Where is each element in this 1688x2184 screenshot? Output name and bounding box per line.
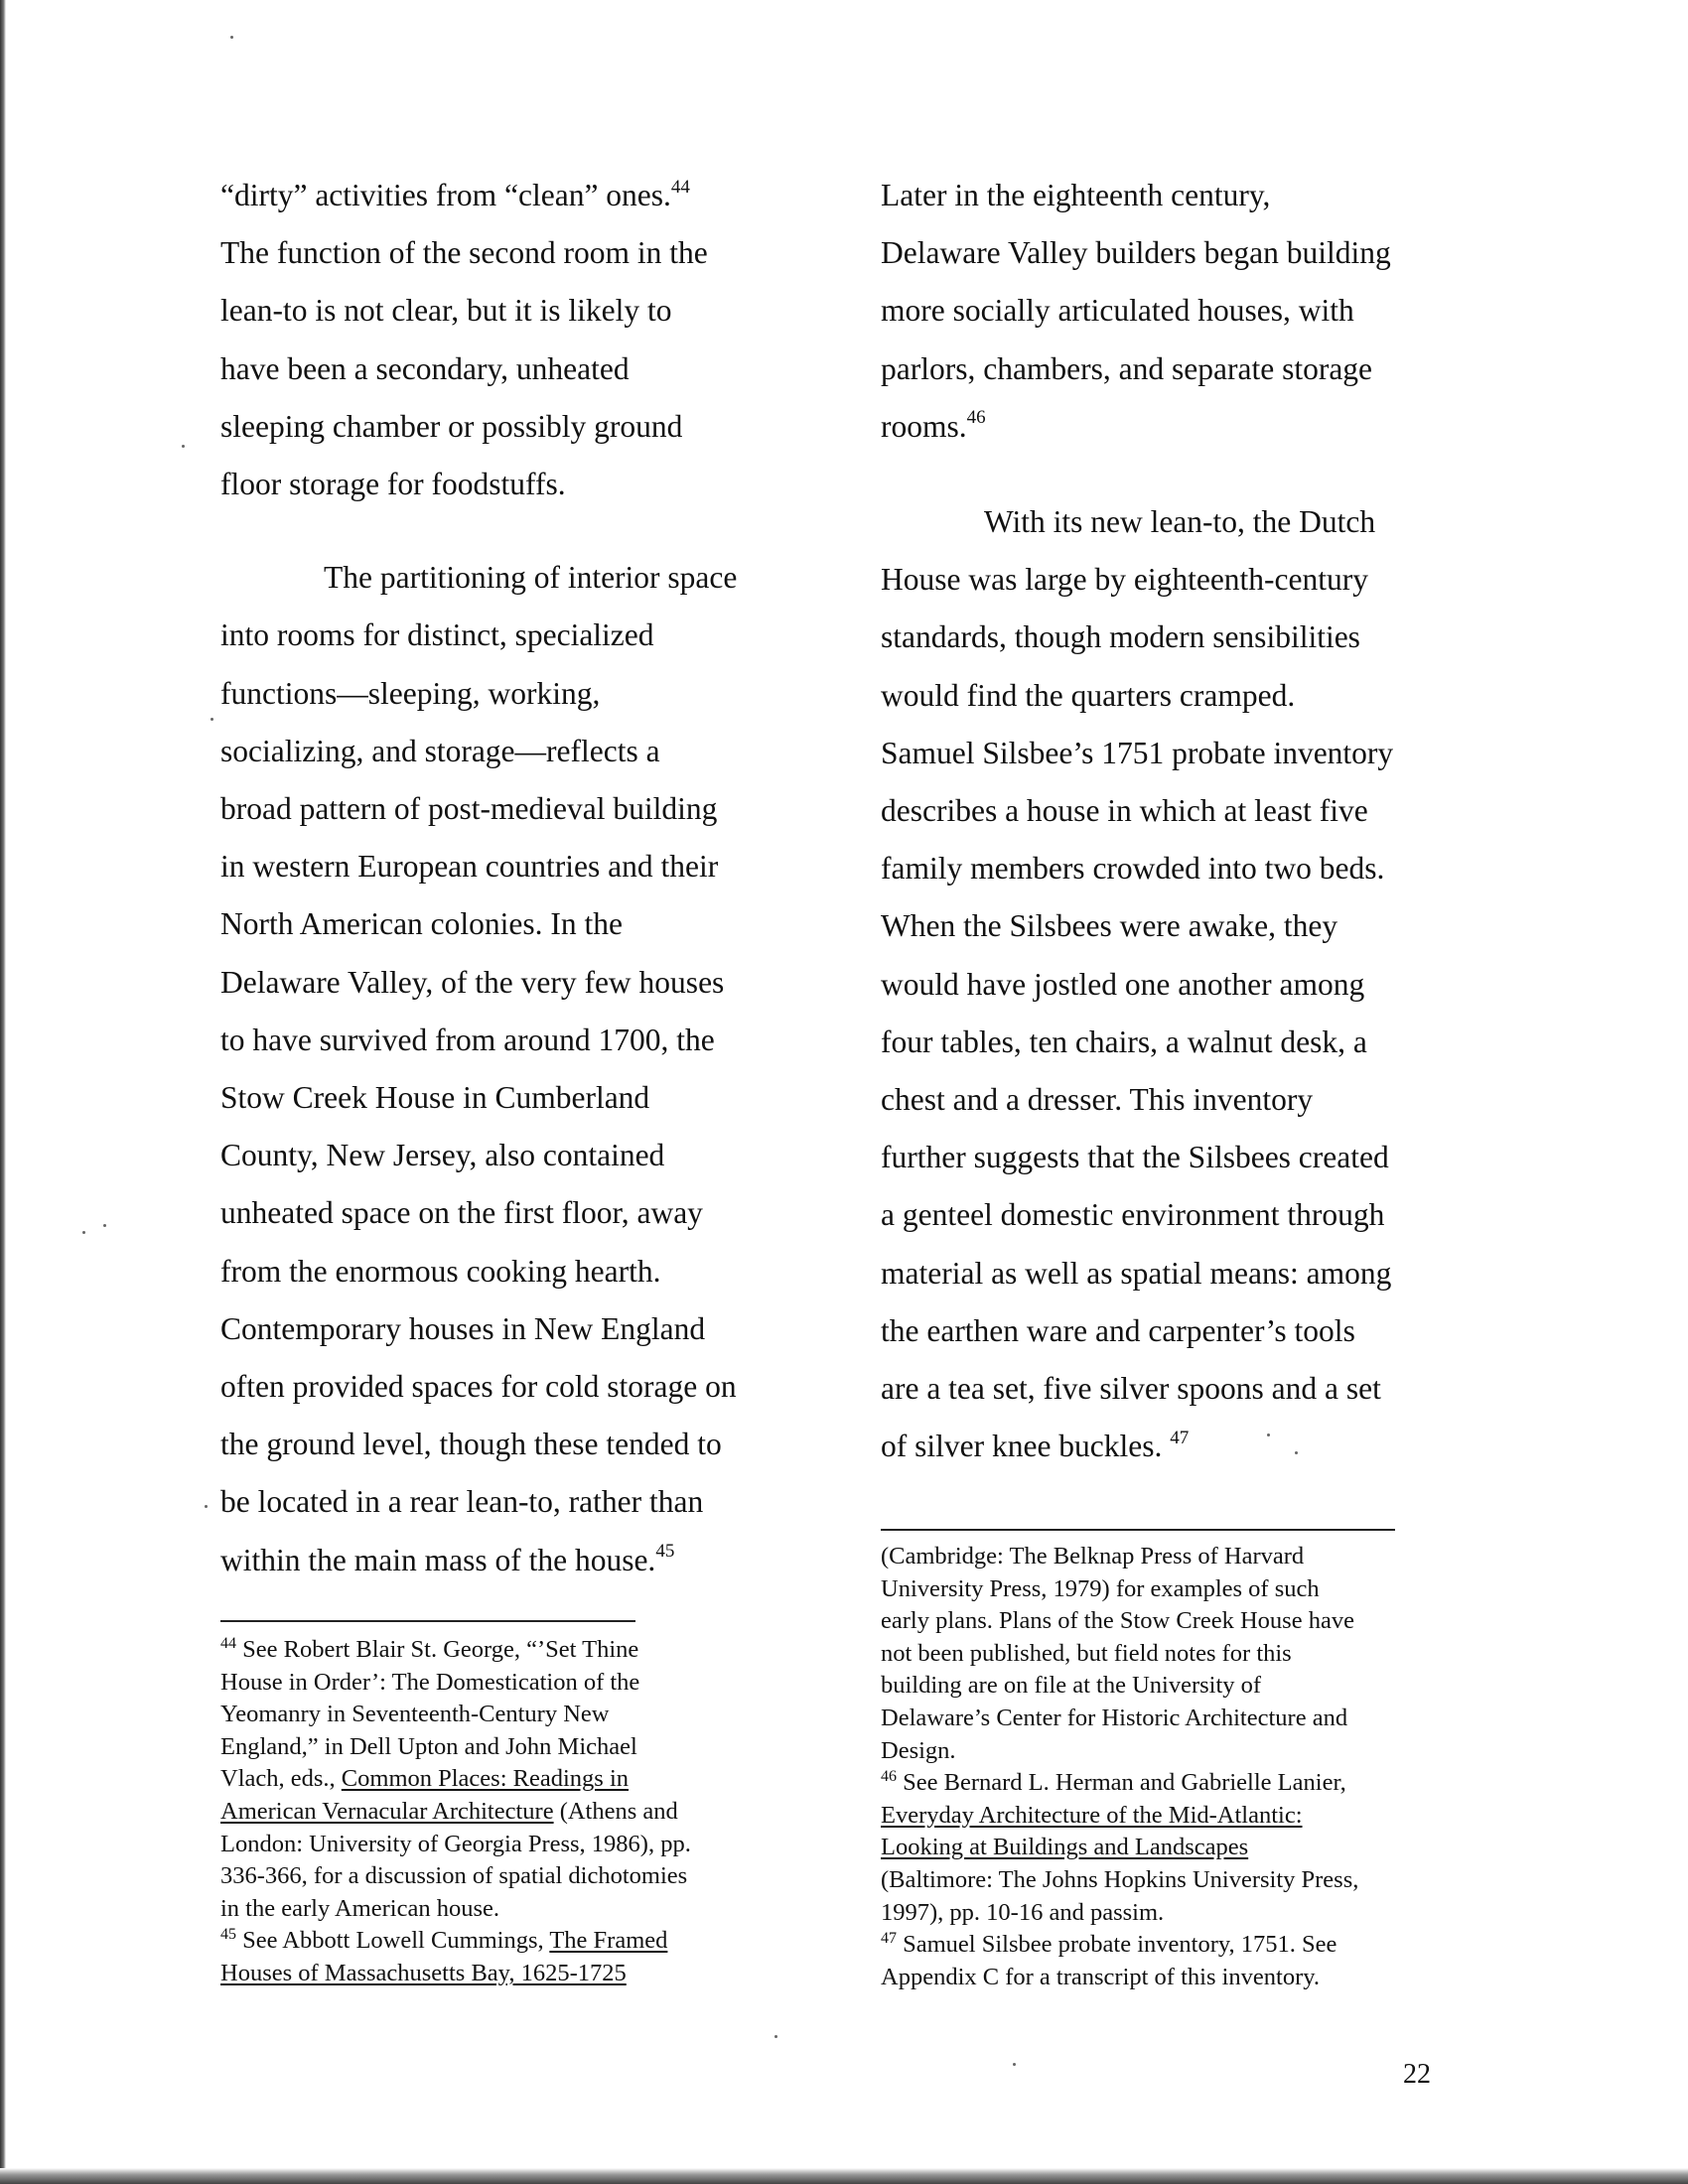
text-line: broad pattern of post-medieval building (220, 791, 718, 827)
text-line: When the Silsbees were awake, they (881, 908, 1338, 944)
text-line: The partitioning of interior space (324, 560, 738, 596)
text-line: rooms.$^{46}$ (881, 407, 986, 444)
text-line: from the enormous cooking hearth. (220, 1253, 661, 1289)
right-column (881, 167, 1447, 1475)
citation-title: Looking at Buildings and Landscapes (881, 1834, 1249, 1861)
footnote-separator (881, 1529, 1395, 1531)
footnote-number: 47 (881, 1929, 897, 1947)
text-line: to have survived from around 1700, the (220, 1022, 715, 1057)
text-line: With its new lean-to, the Dutch (984, 504, 1376, 540)
scan-speck (205, 1505, 208, 1508)
text-line: socializing, and storage—reflects a (220, 733, 660, 768)
text-line: often provided spaces for cold storage on (220, 1369, 737, 1405)
footnotes-right (881, 1529, 1447, 1993)
citation-title: Common Places: Readings in (341, 1765, 630, 1793)
scan-left-edge (0, 0, 6, 2184)
footnote-ref: 45 (655, 1541, 675, 1563)
text-line: would find the quarters cramped. (881, 677, 1296, 713)
text-line: material as well as spatial means: among (881, 1255, 1392, 1291)
scan-speck (182, 445, 185, 448)
footnote-ref: 47 (1170, 1427, 1190, 1448)
scan-speck (774, 2035, 777, 2038)
text-line: Samuel Silsbee’s 1751 probate inventory (881, 735, 1394, 770)
text-line: floor storage for foodstuffs. (220, 467, 566, 502)
text-line: the ground level, though these tended to (220, 1427, 722, 1462)
left-paragraph-2 (220, 549, 816, 1589)
text-line: would have jostled one another among (881, 966, 1365, 1002)
scan-bottom-edge (0, 2168, 1688, 2184)
footnote-number: 44 (220, 1634, 236, 1652)
left-paragraph-1 (220, 167, 816, 513)
footnote-ref: 46 (966, 407, 986, 429)
text-line: standards, though modern sensibilities (881, 619, 1360, 655)
text-line: more socially articulated houses, with (881, 293, 1354, 329)
text-line: be located in a rear lean-to, rather than (220, 1484, 704, 1520)
text-line: the earthen ware and carpenter’s tools (881, 1312, 1355, 1348)
citation-title: Houses of Massachusetts Bay, 1625-1725 (220, 1959, 627, 1986)
footnote-separator (220, 1620, 635, 1622)
footnotes-left (220, 1620, 776, 1990)
footnote-45-continued: (Cambridge: The Belknap Press of Harvard University Press, 1979) for examples of such early plans. Plans of the Stow Creek House have not been published, but field notes for this building are on file at the University of Delaware’s Center for Historic Architecture and Design. (881, 1543, 1354, 1764)
page-number: 22 (1403, 2059, 1431, 2090)
text-line: lean-to is not clear, but it is likely to (220, 293, 672, 329)
footnote-47: $^{47}$ Samuel Silsbee probate inventory, 1751. See Appendix C for a transcript of this inventory. (881, 1929, 1337, 1990)
text-line: Contemporary houses in New England (220, 1310, 706, 1346)
text-line: within the main mass of the house.$^{45}$ (220, 1541, 675, 1577)
citation-title: American Vernacular Architecture (220, 1797, 554, 1825)
footnote-46: $^{46}$ See Bernard L. Herman and Gabrielle Lanier, Everyday Architecture of the Mid-Atlantic: Looking at Buildings and Landscapes (Baltimore: The Johns Hopkins University Press, 1997), pp. 10-16 and passim. (881, 1767, 1447, 1929)
text-line: describes a house in which at least five (881, 793, 1368, 829)
text-line: further suggests that the Silsbees created (881, 1140, 1389, 1175)
footnote-number: 45 (220, 1926, 236, 1944)
scan-speck (1013, 2063, 1016, 2066)
footnote-number: 46 (881, 1768, 897, 1785)
text-line: County, New Jersey, also contained (220, 1138, 665, 1173)
text-line: into rooms for distinct, specialized (220, 617, 654, 653)
text-line: Stow Creek House in Cumberland (220, 1080, 650, 1116)
text-line: functions—sleeping, working, (220, 675, 601, 711)
right-paragraph-2 (881, 493, 1447, 1475)
text-line: Delaware Valley, of the very few houses (220, 964, 725, 1000)
text-line: chest and a dresser. This inventory (881, 1082, 1314, 1118)
scan-speck (82, 1231, 85, 1234)
text-line: of silver knee buckles. $^{47}$ (881, 1427, 1190, 1464)
scan-speck (103, 1224, 106, 1227)
text-line: Later in the eighteenth century, (881, 178, 1271, 212)
text-line: are a tea set, five silver spoons and a set (881, 1371, 1381, 1407)
text-line: family members crowded into two beds. (881, 851, 1385, 887)
text-line: in western European countries and their (220, 849, 719, 885)
scan-speck (211, 718, 213, 721)
citation-title: Everyday Architecture of the Mid-Atlantic: (881, 1801, 1303, 1829)
text-line: have been a secondary, unheated (220, 350, 630, 386)
text-line: parlors, chambers, and separate storage (881, 350, 1373, 386)
text-line: Delaware Valley builders began building (881, 235, 1391, 271)
text-line: North American colonies. In the (220, 906, 624, 942)
left-column (220, 167, 816, 1589)
text-line: a genteel domestic environment through (881, 1197, 1385, 1233)
text-line: four tables, ten chairs, a walnut desk, a (881, 1024, 1367, 1059)
footnote-45: $^{45}$ See Abbott Lowell Cummings, The Framed Houses of Massachusetts Bay, 1625-1725 (220, 1925, 776, 1989)
footnote-44: $^{44}$ See Robert Blair St. George, “’Set Thine House in Order’: The Domestication of the Yeomanry in Seventeenth-Century New England,” in Dell Upton and John Michael Vlach, eds., Common Places: Readings in American Vernacular Architecture (Athens and London: University of Georgia Press, 1986), pp. 336-366, for a discussion of spatial dichotomies in the early American house. (220, 1634, 691, 1922)
right-paragraph-1 (881, 167, 1447, 456)
text-line: “dirty” activities from “clean” ones.$^{44}$ (220, 176, 690, 212)
text-line: The function of the second room in the (220, 235, 708, 271)
citation-title: The Framed (549, 1927, 668, 1955)
text-line: House was large by eighteenth-century (881, 562, 1369, 598)
text-line: sleeping chamber or possibly ground (220, 408, 683, 444)
scan-speck (230, 36, 233, 39)
footnote-ref: 44 (670, 176, 690, 198)
text-line: unheated space on the first floor, away (220, 1195, 703, 1231)
